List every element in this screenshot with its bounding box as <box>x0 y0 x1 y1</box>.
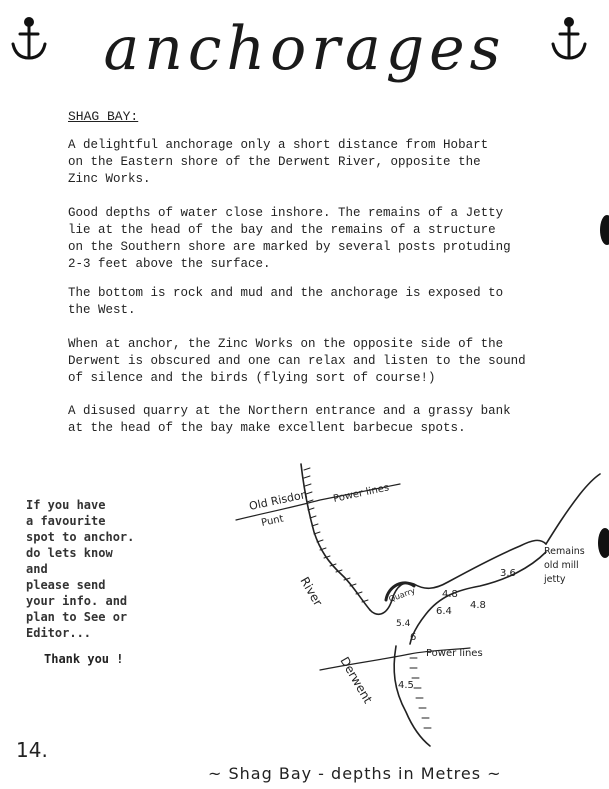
label-punt: Punt <box>260 513 285 529</box>
shoreline-bay-north <box>370 540 546 614</box>
label-derwent: Derwent <box>337 654 376 706</box>
label-remains: Remains <box>544 546 585 557</box>
label-power-lines-bottom: Power lines <box>426 648 483 659</box>
label-river: River <box>297 574 326 609</box>
depth-sounding: 3.6 <box>500 568 516 579</box>
binder-hole <box>598 528 609 558</box>
paragraph: A disused quarry at the Northern entrance and a grassy bank at the head of the bay make excellent barbecue spots. <box>68 404 511 435</box>
paragraph: A delightful anchorage only a short distance from Hobart on the Eastern shore of the Derwent River, opposite the Zinc Works. <box>68 138 489 186</box>
paragraph: The bottom is rock and mud and the anchorage is exposed to the West. <box>68 286 504 317</box>
depth-sounding: 4.5 <box>398 680 414 691</box>
depth-sounding: 6.4 <box>436 606 452 617</box>
shag-bay-map <box>200 450 609 750</box>
page-title: anchorages <box>103 14 506 84</box>
shoreline-south <box>394 646 430 746</box>
creek <box>546 474 600 544</box>
paragraph: When at anchor, the Zinc Works on the opposite side of the Derwent is obscured and one can relax and listen to the sound of silence and the birds (flying sort of course!) <box>68 337 526 385</box>
depth-sounding: 4.8 <box>470 600 486 611</box>
section-heading: SHAG BAY: <box>68 109 139 124</box>
page-number: 14. <box>16 738 48 762</box>
label-quarry: Quarry <box>387 586 417 604</box>
depth-sounding: 4.8 <box>442 589 458 600</box>
label-power-lines-top: Power lines <box>332 482 391 505</box>
map-caption: ~ Shag Bay - depths in Metres ~ <box>208 764 502 783</box>
label-old-mill: old mill <box>544 560 579 571</box>
sidebar-note: If you have a favourite spot to anchor. do lets know and please send your info. and plan to See or Editor... <box>26 498 135 640</box>
paragraph: Good depths of water close inshore. The remains of a Jetty lie at the head of the bay and the remains of a structure on the Southern shore are marked by several posts protuding 2-3 feet above the surface. <box>68 206 511 271</box>
depth-sounding: 6 <box>410 632 417 643</box>
binder-hole <box>600 215 609 245</box>
label-old-risdon: Old Risdon <box>247 487 309 513</box>
thank-you-note: Thank you ! <box>44 652 124 666</box>
depth-sounding: 5.4 <box>396 619 411 629</box>
label-jetty: jetty <box>544 574 566 585</box>
